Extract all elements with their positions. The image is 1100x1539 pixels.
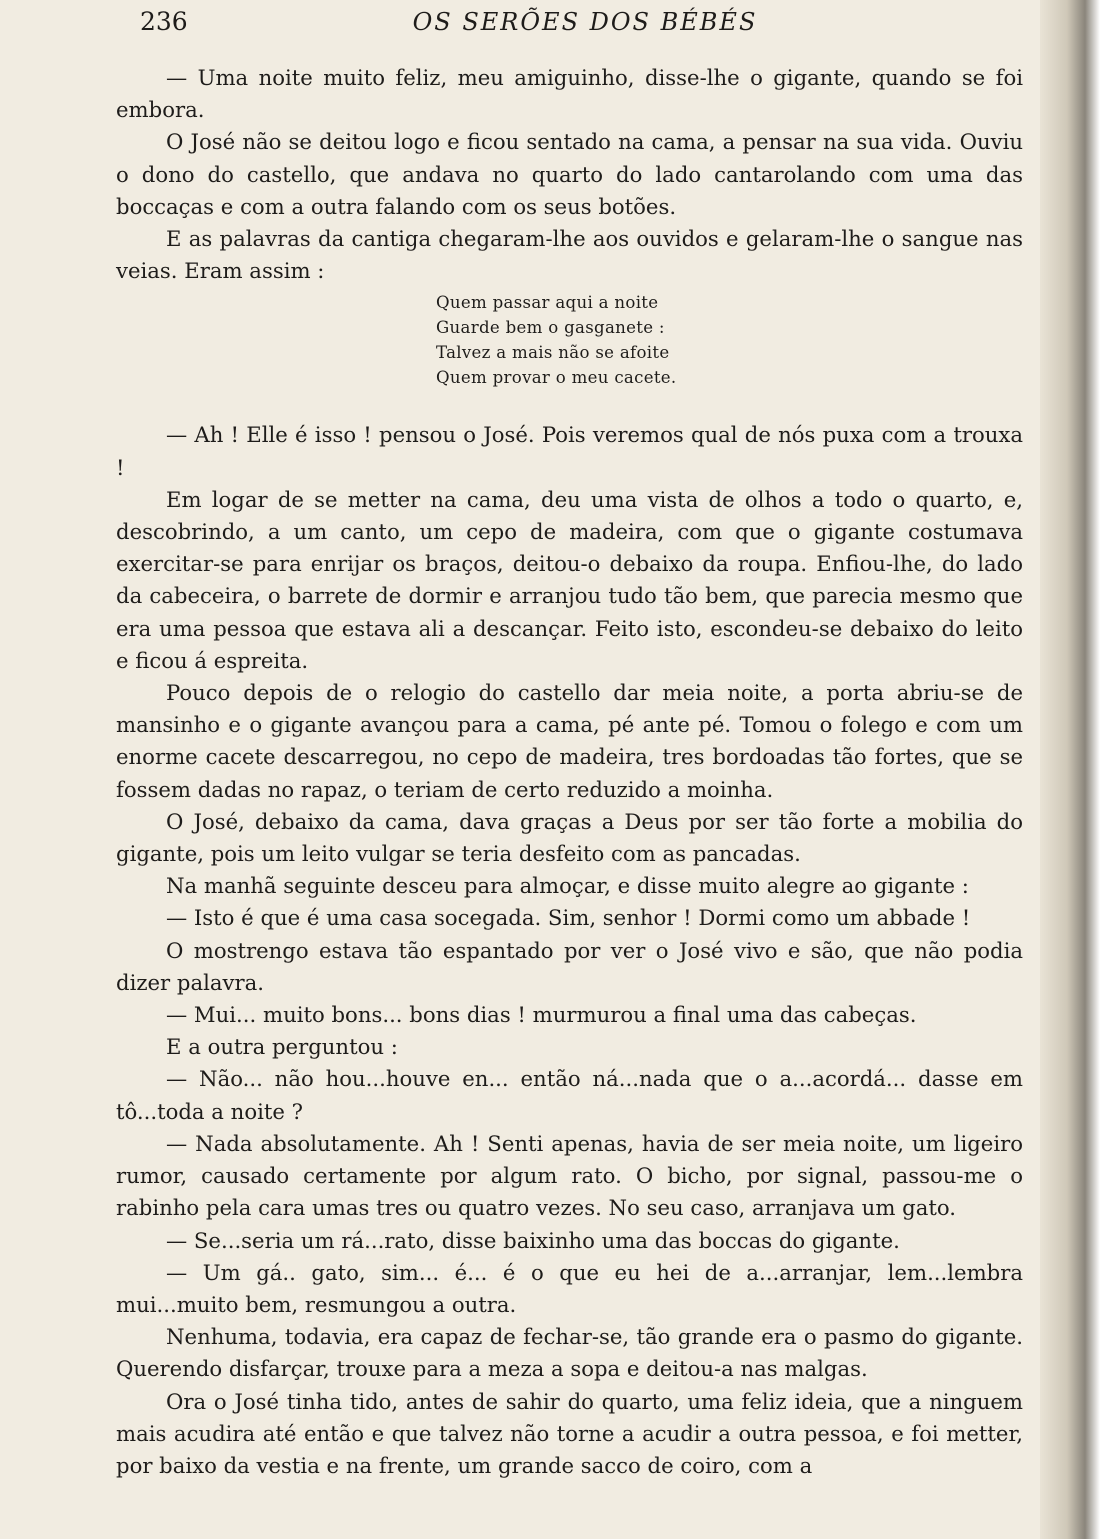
paragraph: E a outra perguntou :: [166, 1034, 398, 1060]
verse-line: Quem provar o meu cacete.: [436, 368, 677, 388]
verse-line: Talvez a mais não se afoite: [436, 343, 670, 363]
verse-block: [436, 287, 1023, 419]
paragraph: O José não se deitou logo e ficou sentado na cama, a pensar na sua vida. Ouviu o dono do castello, que andava no quarto do lado cantarolando com uma das boccaças e com a outra falando com os seus botões.: [116, 129, 1023, 219]
paragraph: E as palavras da cantiga chegaram-lhe aos ouvidos e gelaram-lhe o sangue nas veias. Eram assim :: [116, 226, 1023, 284]
paragraph: — Mui... muito bons... bons dias ! murmurou a final uma das cabeças.: [166, 1002, 917, 1028]
paragraph: — Isto é que é uma casa socegada. Sim, senhor ! Dormi como um abbade !: [166, 905, 971, 931]
paragraph: Em logar de se metter na cama, deu uma vista de olhos a todo o quarto, e, descobrindo, a um canto, um cepo de madeira, com que o gigante costumava exercitar-se para enrijar os braços, deitou-o debaixo da roupa. Enfiou-lhe, do lado da cabeceira, o barrete de dormir e arranjou tudo tão bem, que parecia mesmo que era uma pessoa que estava ali a descançar. Feito isto, escondeu-se debaixo do leito e ficou á espreita.: [116, 486, 1023, 673]
paragraph: — Ah ! Elle é isso ! pensou o José. Pois veremos qual de nós puxa com a trouxa !: [116, 422, 1023, 480]
page-header: [140, 4, 1030, 40]
page-edge-shadow: [1040, 0, 1100, 1539]
paragraph: Nenhuma, todavia, era capaz de fechar-se, tão grande era o pasmo do gigante. Querendo disfarçar, trouxe para a meza a sopa e deitou-a nas malgas.: [116, 1324, 1023, 1382]
running-title: OS SERÕES DOS BÉBÉS: [412, 8, 758, 36]
paragraph: Ora o José tinha tido, antes de sahir do quarto, uma feliz ideia, que a ninguem mais acudira até então e que talvez não torne a acudir a outra pessoa, e foi metter, por baixo da vestia e na frente, um grande sacco de coiro, com a: [116, 1388, 1023, 1478]
page-number: 236: [140, 7, 188, 36]
verse-line: Quem passar aqui a noite: [436, 293, 659, 313]
paragraph: O José, debaixo da cama, dava graças a Deus por ser tão forte a mobilia do gigante, pois um leito vulgar se teria desfeito com as pancadas.: [116, 808, 1023, 867]
body-text: [116, 62, 1023, 1482]
paragraph: Na manhã seguinte desceu para almoçar, e disse muito alegre ao gigante :: [166, 873, 969, 899]
paragraph: — Uma noite muito feliz, meu amiguinho, disse-lhe o gigante, quando se foi embora.: [116, 65, 1023, 123]
paragraph: — Não... não hou...houve en... então ná...nada que o a...acordá... dasse em tô...toda a noite ?: [116, 1066, 1023, 1124]
verse-line: Guarde bem o gasganete :: [436, 318, 665, 338]
paragraph: O mostrengo estava tão espantado por ver o José vivo e são, que não podia dizer palavra.: [116, 937, 1023, 995]
paragraph: — Um gá.. gato, sim... é... é o que eu hei de a...arranjar, lem...lembra mui...muito bem, resmungou a outra.: [116, 1259, 1023, 1317]
paragraph: — Se...seria um rá...rato, disse baixinho uma das boccas do gigante.: [166, 1227, 900, 1253]
paragraph: Pouco depois de o relogio do castello dar meia noite, a porta abriu-se de mansinho e o gigante avançou para a cama, pé ante pé. Tomou o folego e com um enorme cacete descarregou, no cepo de madeira, tres bordoadas tão fortes, que se fossem dadas no rapaz, o teriam de certo reduzido a moinha.: [116, 680, 1023, 802]
paragraph: — Nada absolutamente. Ah ! Senti apenas, havia de ser meia noite, um ligeiro rumor, causado certamente por algum rato. O bicho, por signal, passou-me o rabinho pela cara umas tres ou quatro vezes. No seu caso, arranjava um gato.: [116, 1130, 1023, 1221]
